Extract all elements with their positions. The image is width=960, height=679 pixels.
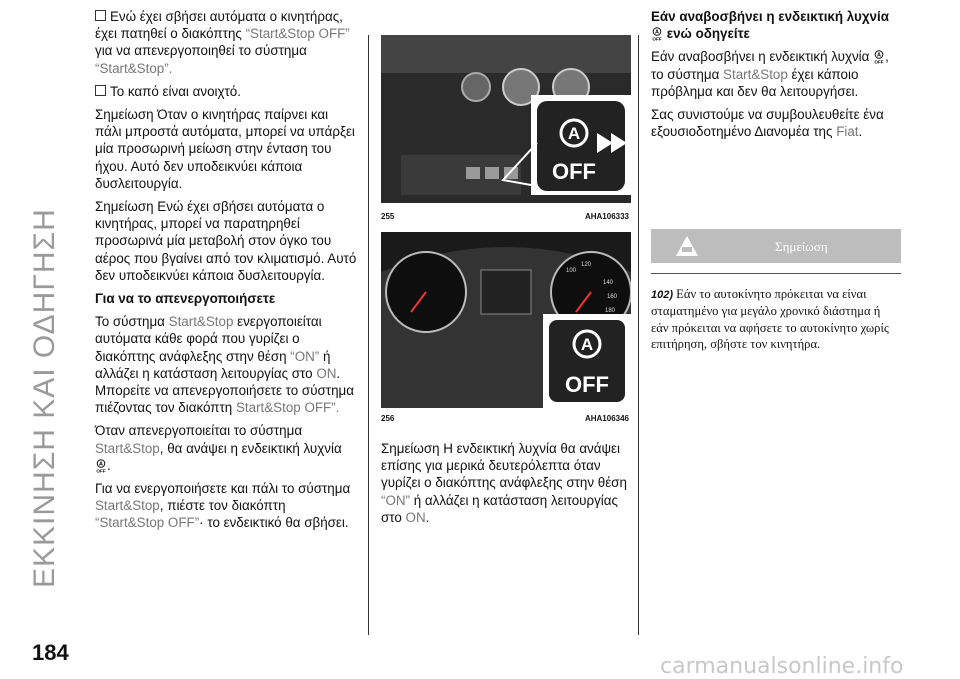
note-airflow: Σημείωση Ενώ έχει σβήσει αυτόματα ο κινητήρας, μπορεί να παρατηρηθεί προσωρινά μία μεταβολή στον όγκο του αέρος που βγαίνει από τον κλιματισμό. Αυτό δεν υποδεικνύει κάποια δυσλειτουργία. bbox=[95, 199, 357, 283]
figure-dashboard-switch bbox=[381, 35, 631, 203]
bullet-ignition-off: Ενώ έχει σβήσει αυτόματα ο κινητήρας, έχει πατηθεί ο διακόπτης “Start&Stop OFF” για να απενεργοποιηθεί το σύστημα “Start&Stop”. bbox=[95, 9, 350, 76]
svg-text:100: 100 bbox=[566, 268, 577, 274]
section-heading-flashing: Εάν αναβοσβήνει η ενδεικτική λυχνία A OFF ενώ οδηγείτε bbox=[651, 9, 889, 42]
svg-text:OFF: OFF bbox=[874, 59, 884, 65]
section-heading-disable: Για να το απενεργοποιήσετε bbox=[95, 291, 276, 307]
text-column-right bbox=[651, 8, 901, 146]
svg-text:120: 120 bbox=[581, 262, 592, 268]
note-volume: Σημείωση Όταν ο κινητήρας παίρνει και πάλι μπροστά αυτόματα, μπορεί να υπάρξει μία προσωρινή μείωση στην ένταση του ήχου. Αυτό δεν υποδεικνύει κάποια δυσλειτουργία. bbox=[95, 107, 355, 191]
paragraph-dealer: Σας συνιστούμε να συμβουλευθείτε ένα εξουσιοδοτημένο Διανομέα της Fiat. bbox=[651, 107, 884, 140]
note-number: 102) bbox=[651, 289, 674, 301]
svg-text:180: 180 bbox=[605, 308, 616, 314]
column-divider bbox=[368, 35, 369, 635]
a-off-indicator-icon bbox=[651, 27, 663, 41]
figure-instrument-cluster bbox=[381, 232, 631, 408]
chapter-side-title bbox=[24, 28, 64, 628]
checkbox-bullet-icon bbox=[95, 85, 106, 96]
note-indicator-ignition: Σημείωση Η ενδεικτική λυχνία θα ανάψει επίσης για μερικά δευτερόλεπτα όταν γυρίζει ο διακόπτης ανάφλεξης στην θέση “ON” ή αλλάζει η κατάσταση λειτουργίας στο ON. bbox=[381, 441, 627, 525]
svg-text:A: A bbox=[580, 335, 594, 354]
note-header-box bbox=[651, 229, 901, 263]
svg-text:160: 160 bbox=[607, 294, 618, 300]
off-label: OFF bbox=[552, 159, 596, 184]
text-column-left bbox=[95, 8, 357, 538]
note-102: 102) Εάν το αυτοκίνητο πρόκειται να είναι σταματημένο για μεγάλο χρονικό διάστημα ή εάν πρόκειται να αφήσετε το αυτοκίνητο χωρίς επιτήρηση, σβήστε τον κινητήρα. bbox=[651, 273, 901, 353]
dashboard-switch-illustration bbox=[381, 35, 631, 203]
text-column-middle bbox=[381, 440, 631, 532]
figure-caption-256: 256 AHA106346 bbox=[381, 414, 629, 423]
svg-text:A: A bbox=[99, 461, 103, 468]
svg-text:A: A bbox=[655, 29, 659, 36]
paragraph-flashing: Εάν αναβοσβήνει η ενδεικτική λυχνία A OFF , το σύστημα Start&Stop έχει κάποιο πρόβλημα και δεν θα λειτουργήσει. bbox=[651, 49, 889, 99]
paragraph-activation: Το σύστημα Start&Stop ενεργοποιείται αυτόματα κάθε φορά που γυρίζει ο διακόπτης ανάφλεξης στην θέση “ON” ή αλλάζει η κατάσταση λειτουργίας στο ON. Μπορείτε να απενεργοποιήσετε το σύστημα πιέζοντας τον διακόπτη Start&Stop OFF”. bbox=[95, 314, 354, 416]
svg-text:140: 140 bbox=[603, 280, 614, 286]
watermark-text: carmanualsonline.info bbox=[660, 654, 904, 679]
instrument-cluster-illustration bbox=[381, 232, 631, 408]
warning-car-icon bbox=[675, 235, 699, 257]
paragraph-reactivate: Για να ενεργοποιήσετε και πάλι το σύστημα Start&Stop, πιέστε τον διακόπτη “Start&Stop OFF”· το ενδεικτικό θα σβήσει. bbox=[95, 481, 351, 531]
svg-text:A: A bbox=[877, 53, 882, 60]
bullet-hood-open: Το καπό είναι ανοιχτό. bbox=[95, 83, 357, 100]
paragraph-indicator-on: Όταν απενεργοποιείται το σύστημα Start&Stop, θα ανάψει η ενδεικτική λυχνία A OFF . bbox=[95, 423, 342, 473]
chapter-title-text: ΕΚΚΙΝΗΣΗ ΚΑΙ ΟΔΗΓΗΣΗ bbox=[28, 208, 61, 588]
a-off-indicator-icon bbox=[873, 50, 885, 64]
svg-text:OFF: OFF bbox=[652, 36, 662, 42]
column-divider bbox=[638, 35, 639, 635]
figure-caption-255: 255 AHA106333 bbox=[381, 212, 629, 221]
a-off-indicator-icon bbox=[95, 459, 107, 473]
svg-text:OFF: OFF bbox=[96, 468, 106, 473]
svg-text:A: A bbox=[567, 124, 581, 143]
note-header-label: Σημείωση bbox=[775, 239, 828, 254]
checkbox-bullet-icon bbox=[95, 10, 106, 21]
page-number: 184 bbox=[32, 640, 69, 665]
off-label: OFF bbox=[565, 372, 609, 397]
